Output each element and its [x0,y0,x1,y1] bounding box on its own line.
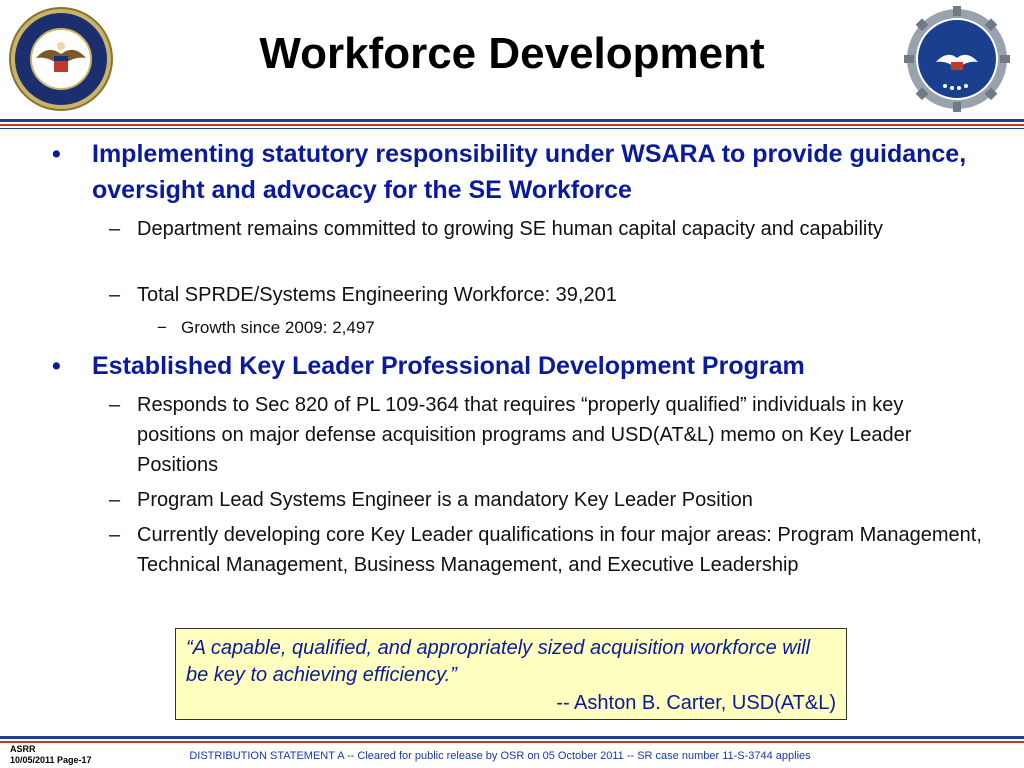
header-rule-red [0,124,1024,126]
footer-date-page: 10/05/2011 Page-17 [10,755,92,765]
sub-sub-bullet-text: Growth since 2009: 2,497 [181,318,375,337]
sub-bullet-workforce-total [109,280,987,310]
bullet-key-leader [52,348,972,384]
sub-bullet-text: Responds to Sec 820 of PL 109-364 that requires “properly qualified” individuals in key positions on major defense acquisition programs and USD(AT&L) memo on Key Leader Positions [137,394,912,476]
quote-attribution: -- Ashton B. Carter, USD(AT&L) [556,692,836,714]
dash-marker: – [109,489,121,511]
sub-bullet-program-lead [109,485,987,515]
dash-marker: – [109,394,121,416]
footer-org: ASRR [10,744,36,754]
dash-marker: – [109,524,121,546]
sub-bullet-text: Department remains committed to growing SE human capital capacity and capability [137,218,883,240]
sub-sub-bullet-growth [157,316,981,340]
department-of-defense-seal [8,6,114,112]
dash-marker: − [157,318,167,337]
quote-box [175,628,847,720]
dash-marker: – [109,284,121,306]
bullet-marker: • [52,140,61,168]
sub-bullet-text: Currently developing core Key Leader qualifications in four major areas: Program Management, Technical Management, Business Management, and Executive Leadership [137,524,982,576]
header-rule-blue-thin [0,128,1024,129]
bullet-text: Implementing statutory responsibility under WSARA to provide guidance, oversight and advocacy for the SE Workforce [92,140,967,204]
footer-meta [10,744,92,766]
distribution-statement: DISTRIBUTION STATEMENT A -- Cleared for public release by OSR on 05 October 2011 -- SR case number 11-S-3744 applies [189,750,811,762]
sub-bullet-text: Program Lead Systems Engineer is a mandatory Key Leader Position [137,489,753,511]
footer-rule-red [0,741,1024,743]
sub-bullet-sec820 [109,390,987,480]
sub-bullet-qualifications [109,520,987,580]
quote-text: “A capable, qualified, and appropriately sized acquisition workforce will be key to achieving efficiency.” [186,637,811,686]
page-title: Workforce Development [259,29,765,78]
bullet-marker: • [52,352,61,380]
bullet-wsara [52,136,972,208]
bullet-text: Established Key Leader Professional Development Program [92,352,805,380]
footer-rule-blue [0,736,1024,739]
asdr-e-emblem [904,6,1010,112]
dash-marker: – [109,218,121,240]
header-rule-blue [0,119,1024,122]
sub-bullet-committed [109,214,987,244]
sub-bullet-text: Total SPRDE/Systems Engineering Workforce: 39,201 [137,284,617,306]
